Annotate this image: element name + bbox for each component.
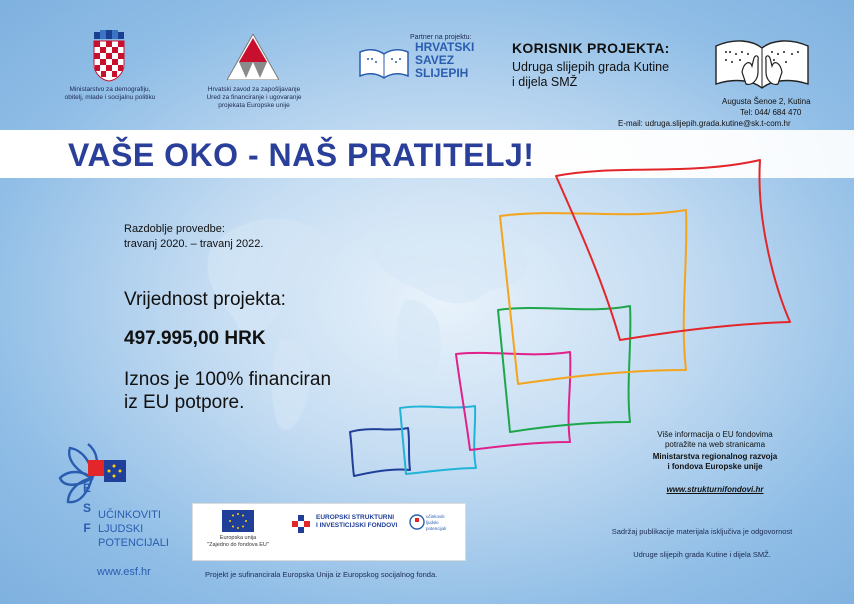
beneficiary-name: Udruga slijepih grada Kutine i dijela SMŽ bbox=[512, 60, 670, 89]
partner-caption: Partner na projektu: bbox=[410, 34, 472, 41]
beneficiary-address: Augusta Šenoe 2, Kutina bbox=[722, 97, 811, 106]
more-info-text: Više informacija o EU fondovima potražite na web stranicama bbox=[657, 430, 773, 449]
structural-funds-link[interactable]: www.strukturnifondovi.hr bbox=[666, 485, 764, 494]
square-magenta bbox=[456, 352, 570, 450]
ministry-name: Ministarstvo za demografiju, obitelj, mlade i socijalnu politiku bbox=[64, 86, 156, 101]
braille-book-hands-icon bbox=[712, 32, 812, 96]
esf-website-link[interactable]: www.esf.hr bbox=[97, 566, 151, 578]
project-value-amount: 497.995,00 HRK bbox=[124, 328, 266, 349]
disclaimer-line2: Udruge slijepih grada Kutine i dijela SMŽ. bbox=[633, 550, 771, 559]
croatian-coat-of-arms-icon bbox=[92, 30, 126, 82]
beneficiary-label: KORISNIK PROJEKTA: bbox=[512, 40, 670, 56]
disclaimer-line1: Sadržaj publikacije materijala isključiva je odgovornost bbox=[611, 527, 793, 536]
cofinanced-note: Projekt je sufinancirala Europska Unija iz Europskog socijalnog fonda. bbox=[205, 570, 438, 579]
partner-name: HRVATSKI SAVEZ SLIJEPIH bbox=[415, 40, 475, 80]
eu-flag-icon bbox=[222, 510, 254, 532]
esf-letters: ESF bbox=[82, 481, 91, 535]
square-orange bbox=[500, 210, 686, 384]
eu-caption: Europska unija "Zajedno do fondova EU" bbox=[207, 535, 269, 548]
square-navy bbox=[350, 428, 410, 476]
open-book-braille-icon bbox=[356, 44, 412, 80]
esf-slogan: UČINKOVITI LJUDSKI POTENCIJALI bbox=[98, 509, 169, 549]
implementation-period: Razdoblje provedbe: travanj 2020. – travanj 2022. bbox=[124, 223, 264, 250]
hzz-logo-letters bbox=[227, 34, 279, 80]
square-red bbox=[556, 160, 790, 340]
mini-esf-text: učinkoviti ljudski potencijali bbox=[426, 514, 447, 531]
square-green bbox=[498, 306, 630, 432]
beneficiary-tel: Tel: 044/ 684 470 bbox=[740, 108, 802, 117]
project-value-label: Vrijednost projekta: bbox=[124, 289, 286, 310]
hzz-logo bbox=[227, 34, 279, 80]
ministry-regional-development: Ministarstva regionalnog razvoja i fondova Europske unije bbox=[652, 452, 778, 471]
hzz-name: Hrvatski zavod za zapošljavanje Ured za financiranje i ugovaranje projekata Europske unije bbox=[206, 86, 302, 109]
mini-esf-icon bbox=[408, 513, 426, 531]
financing-note: Iznos je 100% financiran iz EU potpore. bbox=[124, 369, 332, 413]
beneficiary-email: E-mail: udruga.slijepih.grada.kutine@sk.t-com.hr bbox=[618, 119, 791, 128]
esi-funds-icon bbox=[292, 513, 314, 535]
esi-funds-text: EUROPSKI STRUKTURNI I INVESTICIJSKI FONDOVI bbox=[316, 514, 398, 529]
page-title: VAŠE OKO - NAŠ PRATITELJ! bbox=[68, 137, 535, 173]
